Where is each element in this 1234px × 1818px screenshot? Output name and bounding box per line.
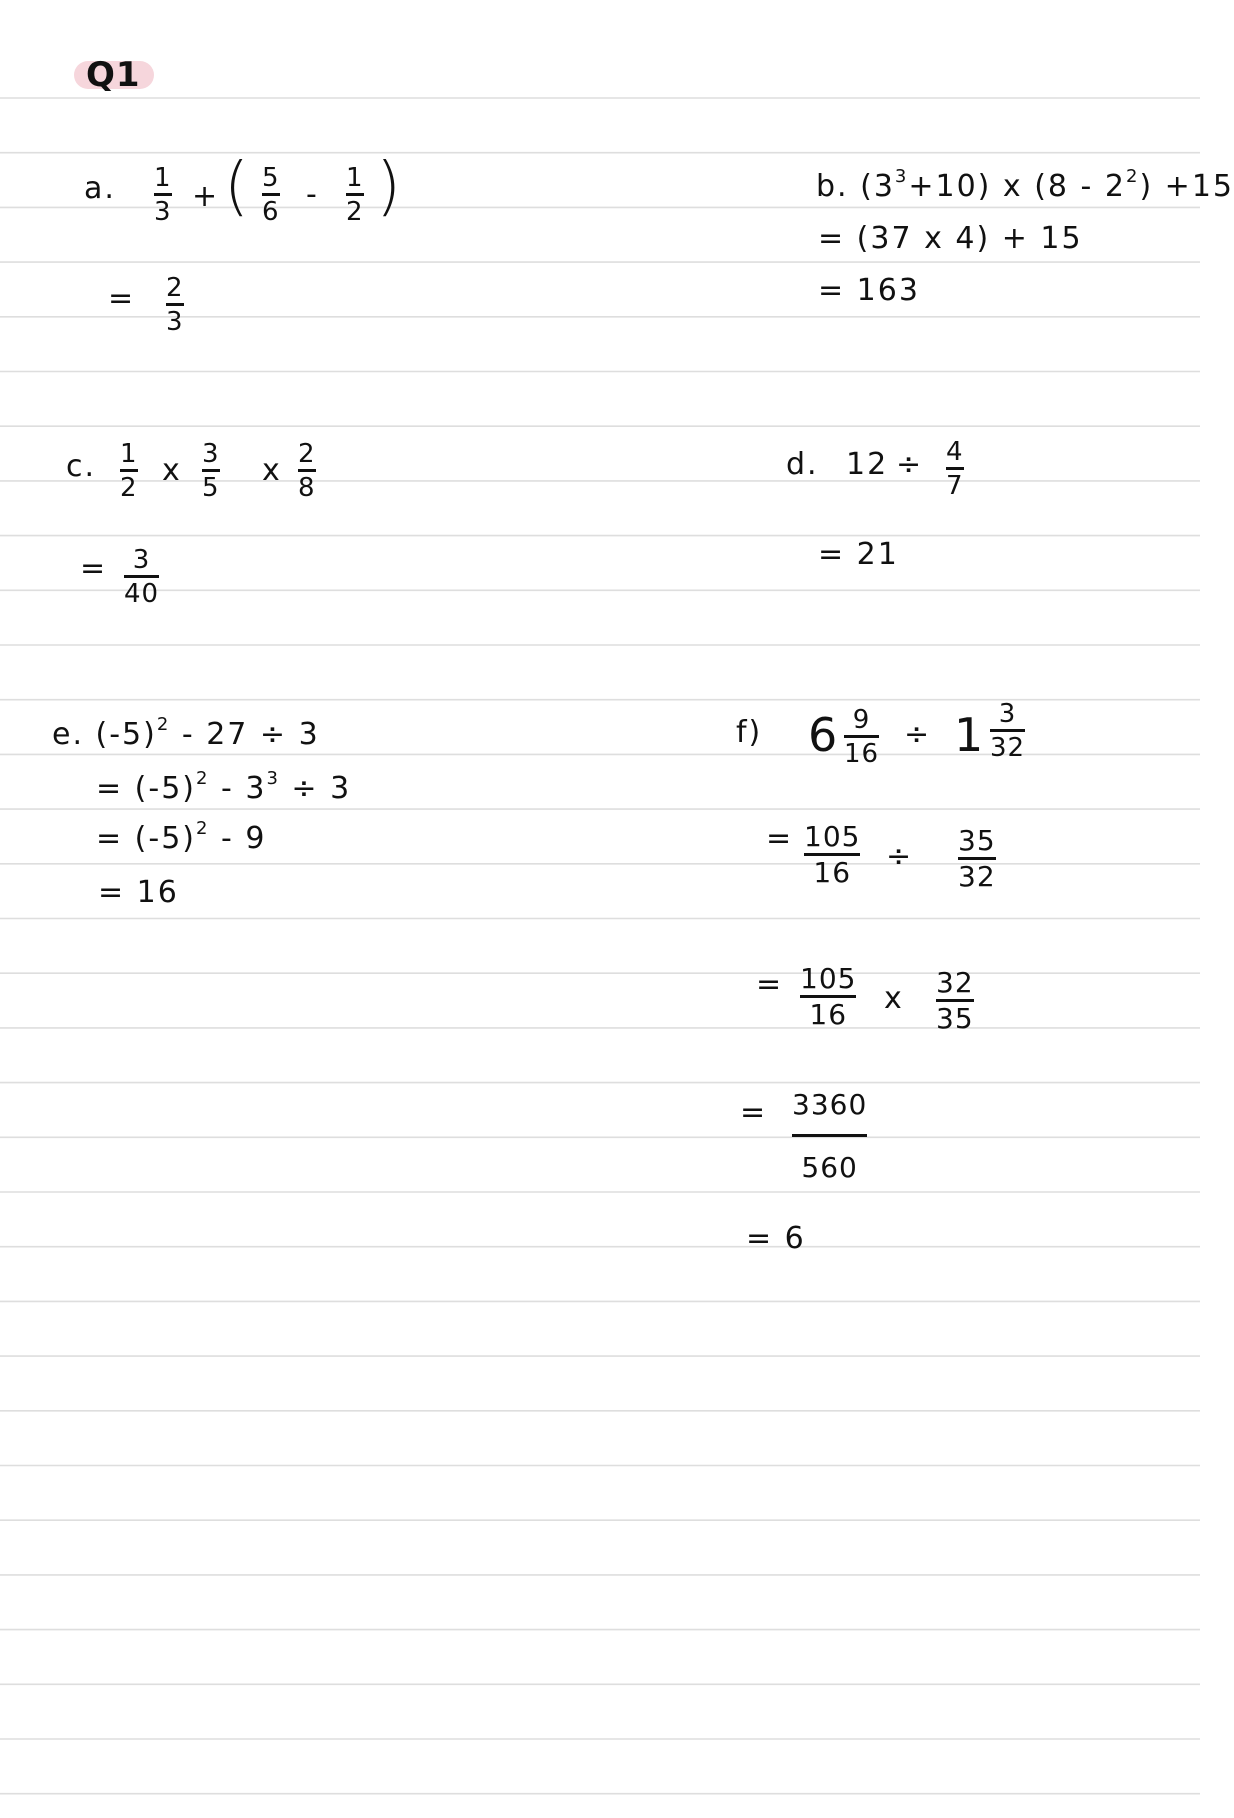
times-sign: x bbox=[262, 453, 280, 488]
numerator: 1 bbox=[154, 163, 172, 193]
numerator: 105 bbox=[804, 820, 861, 853]
denominator: 40 bbox=[124, 579, 160, 609]
denominator: 2 bbox=[346, 197, 364, 227]
problem-a-fraction-1 bbox=[154, 164, 172, 226]
equals-sign: = bbox=[766, 821, 792, 856]
problem-e-line-4: = 16 bbox=[98, 875, 179, 910]
denominator: 35 bbox=[936, 1002, 974, 1035]
problem-b-line-3: = 163 bbox=[818, 273, 920, 308]
step-1-fraction-2 bbox=[958, 826, 996, 892]
denominator: 16 bbox=[809, 998, 848, 1031]
problem-d-answer: = 21 bbox=[818, 537, 899, 572]
denominator: 32 bbox=[990, 733, 1026, 763]
denominator: 3 bbox=[154, 197, 172, 227]
problem-e-line-3: = $(-5)^2 - 9$ bbox=[96, 818, 267, 856]
numerator: 35 bbox=[958, 824, 996, 857]
divide-sign: ÷ bbox=[904, 717, 930, 752]
equals-sign: = bbox=[756, 967, 782, 1002]
mixed-number-2-fraction bbox=[990, 700, 1025, 762]
problem-c-label: c. bbox=[66, 449, 97, 484]
numerator: 4 bbox=[946, 437, 964, 467]
problem-a-label: a. bbox=[84, 171, 116, 206]
problem-e-line-2: = $(-5)^2 - 3^3 \div 3$ bbox=[96, 768, 352, 806]
minus-sign: - bbox=[306, 177, 317, 212]
problem-a-answer bbox=[166, 274, 184, 336]
mixed-number-1-fraction bbox=[844, 706, 879, 768]
denominator: 16 bbox=[844, 739, 880, 769]
denominator: 3 bbox=[166, 307, 184, 337]
denominator: 2 bbox=[120, 473, 138, 503]
mixed-number-2-whole: 1 bbox=[954, 708, 984, 762]
equals-sign: = bbox=[108, 281, 134, 316]
step-3-fraction bbox=[792, 1090, 867, 1183]
problem-c-fraction-2 bbox=[202, 440, 220, 502]
problem-c-answer bbox=[124, 546, 159, 608]
times-sign: x bbox=[162, 453, 180, 488]
numerator: 3 bbox=[132, 545, 151, 575]
numerator: 3360 bbox=[792, 1088, 868, 1121]
times-sign: x bbox=[884, 981, 902, 1016]
right-paren: ) bbox=[376, 150, 401, 224]
question-heading: Q1 bbox=[86, 55, 141, 95]
equals-sign: = bbox=[80, 551, 106, 586]
problem-a-fraction-3 bbox=[346, 164, 364, 226]
numerator: 3 bbox=[998, 699, 1017, 729]
divide-sign: ÷ bbox=[886, 839, 912, 874]
numerator: 32 bbox=[936, 966, 974, 999]
equals-sign: = bbox=[740, 1095, 766, 1130]
problem-d-label: d. bbox=[786, 447, 819, 482]
denominator: 6 bbox=[262, 197, 280, 227]
numerator: 1 bbox=[120, 439, 138, 469]
denominator: 560 bbox=[801, 1151, 858, 1184]
mixed-number-1-whole: 6 bbox=[808, 708, 838, 762]
numerator: 9 bbox=[852, 705, 871, 735]
denominator: 5 bbox=[202, 473, 220, 503]
problem-f-label: f) bbox=[736, 715, 763, 750]
numerator: 5 bbox=[262, 163, 280, 193]
problem-c-fraction-1 bbox=[120, 440, 138, 502]
numerator: 2 bbox=[298, 439, 316, 469]
denominator: 7 bbox=[946, 471, 964, 501]
denominator: 16 bbox=[813, 856, 852, 889]
problem-f-answer: = 6 bbox=[746, 1221, 806, 1256]
denominator: 32 bbox=[958, 860, 996, 893]
divide-sign: ÷ bbox=[896, 447, 922, 482]
step-2-fraction-2 bbox=[936, 968, 974, 1034]
numerator: 3 bbox=[202, 439, 220, 469]
numerator: 105 bbox=[800, 962, 857, 995]
step-2-fraction-1 bbox=[800, 964, 856, 1030]
left-paren: ( bbox=[224, 150, 249, 224]
plus-sign: + bbox=[192, 179, 218, 214]
problem-b-line-1: b. $(3^3+10)$ x $(8 - 2^2) +15$ bbox=[816, 166, 1234, 204]
problem-d-dividend: 12 bbox=[846, 447, 889, 482]
denominator: 8 bbox=[298, 473, 316, 503]
numerator: 1 bbox=[346, 163, 364, 193]
problem-a-fraction-2 bbox=[262, 164, 280, 226]
problem-c-fraction-3 bbox=[298, 440, 316, 502]
problem-b-line-2: = (37 x 4) + 15 bbox=[818, 221, 1083, 256]
problem-d-fraction bbox=[946, 438, 964, 500]
step-1-fraction-1 bbox=[804, 822, 860, 888]
numerator: 2 bbox=[166, 273, 184, 303]
problem-e-line-1: e. $(-5)^2 - 27 \div 3$ bbox=[52, 714, 320, 752]
